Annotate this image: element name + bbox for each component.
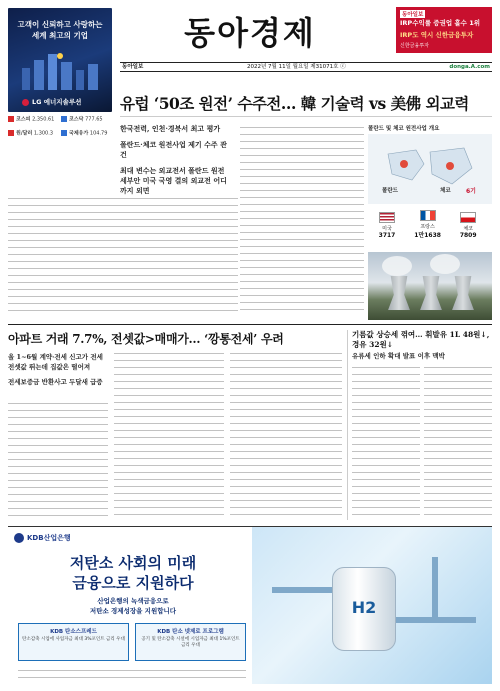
subhead: 폴란드·체코 원전사업 제기 수주 관건 (120, 140, 227, 159)
ad-brand: LG 에너지솔루션 (22, 97, 81, 106)
map-label: 체코 (440, 188, 451, 194)
lg-logo-icon (22, 99, 29, 106)
apt-body-text (230, 350, 342, 520)
map-label: 폴란드 (382, 188, 398, 194)
lead-headline[interactable]: 유럽 ‘50조 원전’ 수주전… 韓 기술력 vs 美佛 외교력 (120, 94, 469, 113)
down-icon (61, 116, 67, 122)
lead-body-text (240, 124, 364, 311)
ad-brand: KDB산업은행 (14, 533, 71, 543)
ad-line: IRP도 역시 신한금융투자 (400, 31, 474, 39)
ad-line: IRP수익률 증권업 홀수 1위 (400, 19, 481, 27)
ad-subline: 산업은행의 녹색금융으로 (97, 597, 169, 605)
index-stat: 국제유가 104.79 (61, 130, 111, 138)
fuel-body-text (424, 364, 492, 520)
subhead: 한국전력, 인천·경북서 최고 평가 (120, 124, 221, 133)
index-stat: 원/달러 1,300.3 (8, 130, 58, 138)
subhead: 올 1~6월 계약·전세 신고가 전세 전셋값 뛰는데 집값은 떨어져 (8, 353, 103, 371)
ad-product-box[interactable]: KDB 탄소스프레드 탄소감축 시업에 사업자금 최대 3%포인트 금리 우대 (18, 623, 129, 661)
ad-badge: 동아일보 (402, 12, 424, 18)
newspaper-title: 동아경제 (184, 14, 316, 52)
bidder-item: 프랑스 1만1638 (409, 210, 447, 239)
ad-product-boxes (18, 623, 246, 661)
subhead: 전세보증금 반환사고 두달새 급증 (8, 378, 103, 386)
ad-kdb[interactable] (8, 526, 492, 684)
map-note: 6기 (466, 188, 476, 195)
index-stat: 코스닥 777.65 (61, 116, 111, 124)
lead-body-text (8, 195, 238, 311)
france-flag-icon (420, 210, 436, 221)
divider (120, 116, 492, 117)
issue-info: 2022년 7월 11일 월요일 제31071호 ⓒ (246, 64, 346, 70)
nuclear-plant-photo (368, 252, 492, 320)
fuel-subhead: 유류세 인하 확대 발표 이후 맥박 (352, 352, 445, 360)
ad-fine-print (18, 667, 246, 679)
up-icon (8, 116, 14, 122)
market-index (8, 116, 112, 186)
index-stat: 코스피 2,350.61 (8, 116, 58, 124)
ad-line: 고객이 신뢰하고 사랑하는 (17, 20, 103, 29)
hydrogen-tank-illustration (252, 527, 492, 684)
fuel-headline[interactable]: 기름값 상승세 꺾여… 휘발유 1L 48원↓, 경유 32원↓ (352, 330, 490, 349)
apt-subheads (8, 352, 108, 392)
subhead: 최대 변수는 외교전서 폴란드 원전 세부안 미국 국영 결의 외교전 어디까지 외면 (120, 166, 227, 195)
ad-subline: 저탄소 경제성장을 지원합니다 (89, 607, 177, 615)
ad-line: 신한금융투자 (400, 43, 429, 49)
column-divider (347, 330, 348, 520)
infographic-title: 폴란드 및 체코 원전사업 개요 (368, 126, 440, 132)
ad-headline: 저탄소 사회의 미래 금융으로 지원하다 (69, 554, 197, 592)
apt-body-text (114, 350, 224, 520)
apt-body-text (8, 400, 108, 520)
kdb-logo-icon (14, 533, 24, 543)
ad-lg-energy[interactable] (8, 8, 112, 112)
h2-tank: H2 (332, 567, 396, 651)
bidder-comparison (368, 210, 492, 250)
infographic (368, 124, 492, 208)
lead-subheads (120, 124, 230, 202)
ad-product-box[interactable]: KDB 탄소 넷제로 프로그램 공기 및 탄소감축 시설에 시업자금 최대 1%포인트 금리 우대 (135, 623, 246, 661)
bidder-item: 미국 3717 (368, 212, 406, 239)
bidder-item: 체코 7809 (449, 212, 487, 239)
site-link[interactable]: donga.A.com (449, 64, 490, 70)
us-flag-icon (379, 212, 395, 223)
up-icon (8, 130, 14, 136)
fuel-body-text (352, 364, 420, 520)
czech-flag-icon (460, 212, 476, 223)
city-skyline-illustration (18, 50, 102, 90)
ad-line: 세계 최고의 기업 (32, 31, 88, 40)
ad-shinhan[interactable] (396, 7, 492, 53)
section-divider (8, 324, 492, 325)
issue-brand: 동아일보 (122, 64, 144, 70)
apt-headline[interactable]: 아파트 거래 7.7%, 전셋값>매매가… ‘깡통전세’ 우려 (8, 332, 284, 346)
issue-bar (120, 62, 492, 72)
down-icon (61, 130, 67, 136)
